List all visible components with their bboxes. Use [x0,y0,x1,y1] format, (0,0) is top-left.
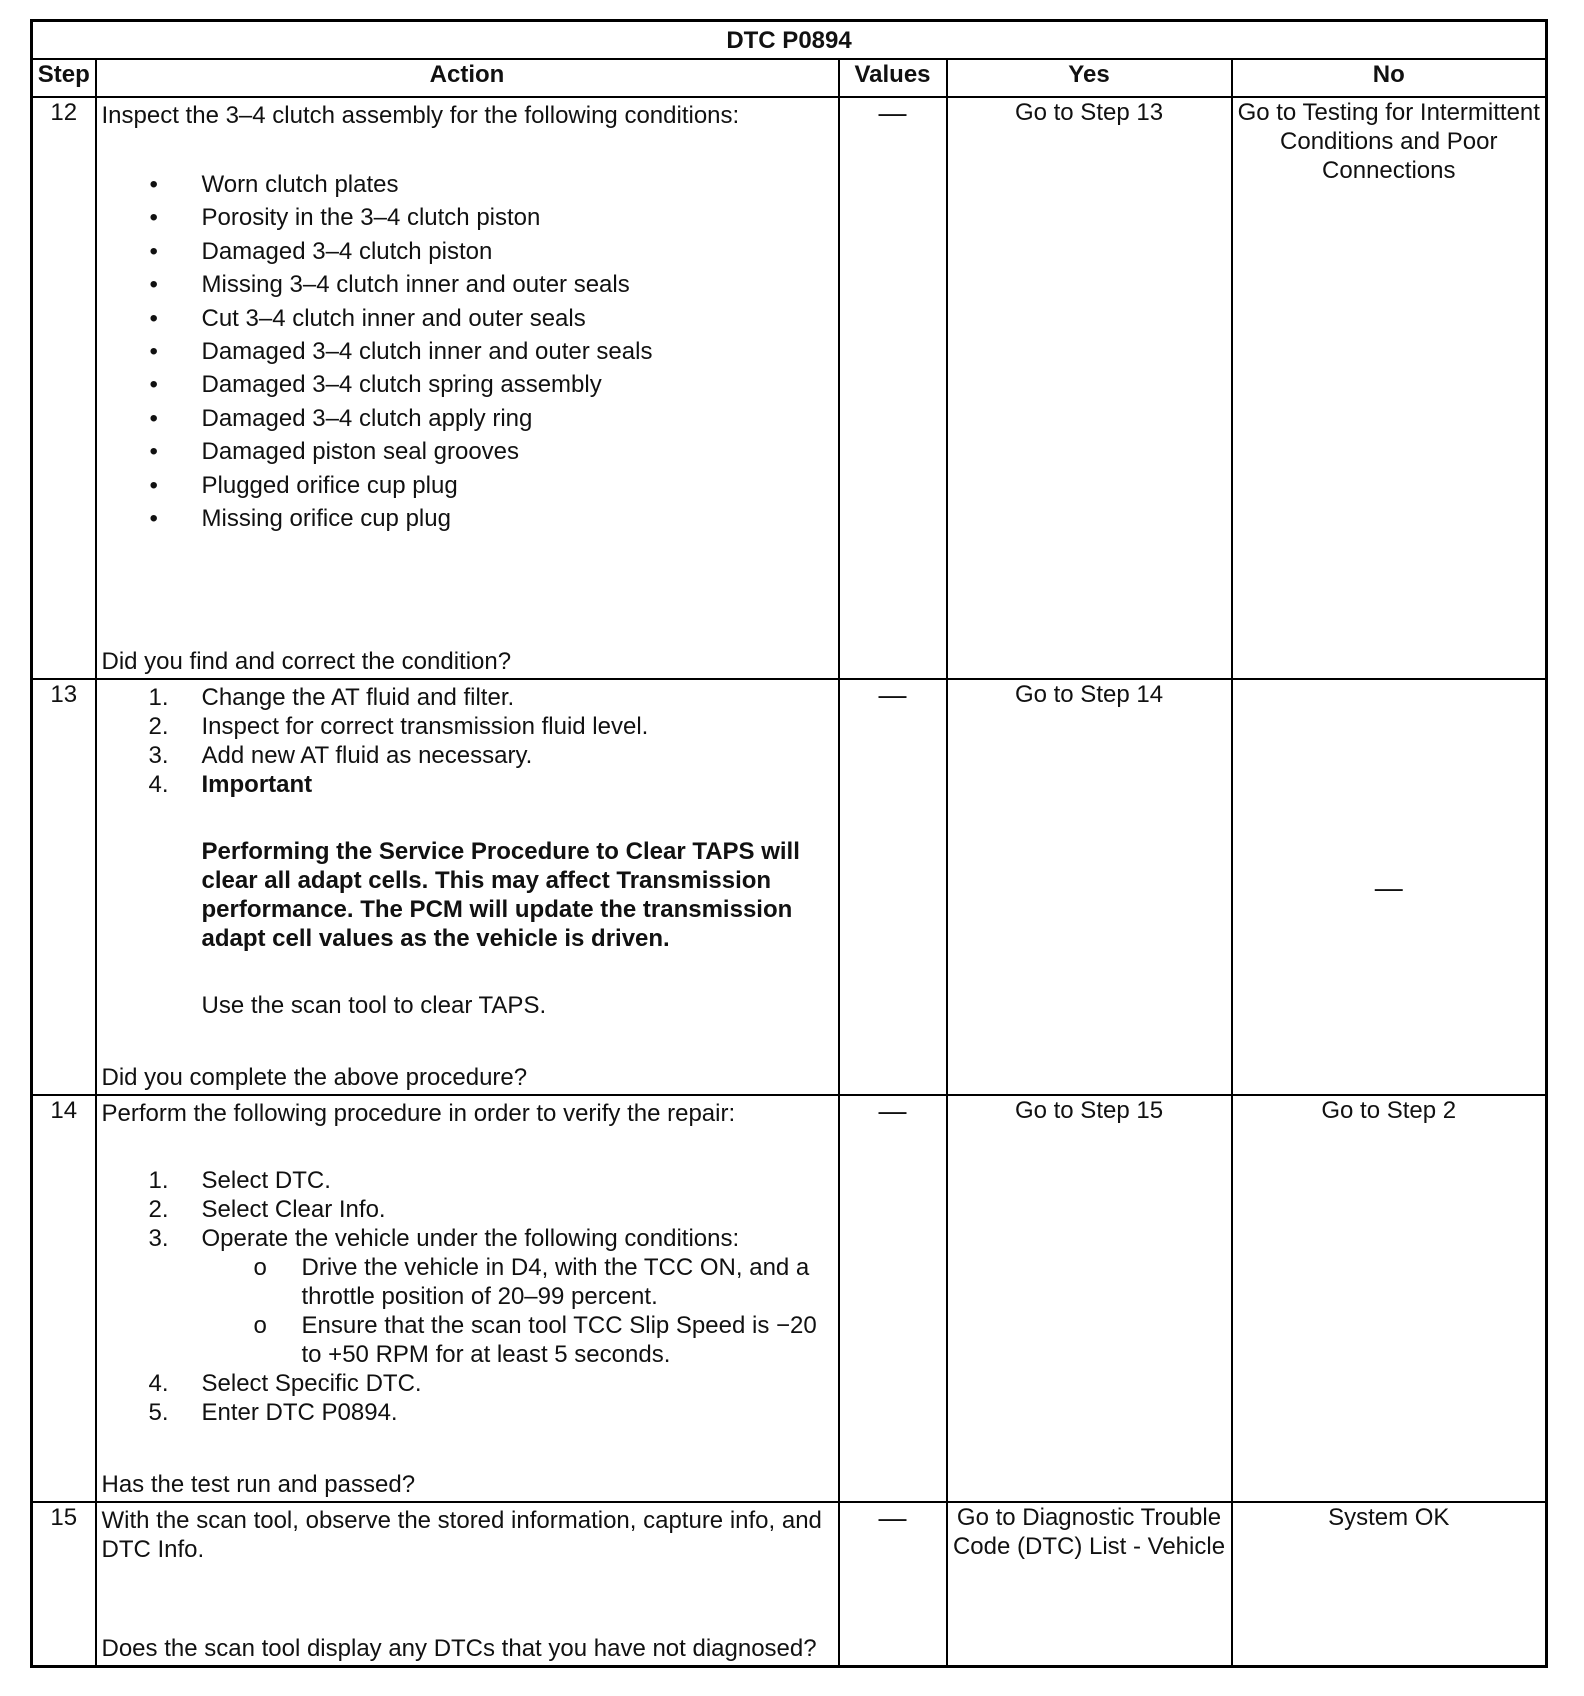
step-number: 15 [32,1502,96,1666]
bullet-icon: • [149,404,158,432]
circle-bullet-icon: o [253,1312,267,1339]
bullet-icon: • [149,171,158,198]
action-question: Did you complete the above procedure? [101,1064,528,1091]
step-number: 13 [32,679,96,1095]
list-item: • Missing 3–4 clutch inner and outer seals [102,268,833,301]
action-question: Did you find and correct the condition? [101,648,512,675]
yes-cell: Go to Step 13 [947,97,1232,679]
list-item: 2. Select Clear Info. [148,1196,386,1223]
table-row-step-12 [32,97,1547,679]
list-item: 2. Inspect for correct transmission fluid level. [148,713,649,740]
list-item: • Missing orifice cup plug [102,502,833,535]
list-item: • Damaged piston seal grooves [102,435,833,468]
action-intro: With the scan tool, observe the stored information, capture info, and DTC Info. [101,1507,822,1563]
list-item: 3. Add new AT fluid as necessary. [148,742,533,769]
action-cell [96,1502,839,1666]
bullet-icon: • [149,304,158,332]
header-action: Action [96,59,839,97]
table-row-step-14 [32,1095,1547,1502]
bullet-icon: • [149,237,158,265]
circle-bullet-icon: o [253,1254,267,1281]
action-question: Does the scan tool display any DTCs that you have not diagnosed? [101,1635,817,1662]
bullet-icon: • [149,505,158,533]
header-row [32,59,1547,97]
list-item: • Damaged 3–4 clutch piston [102,235,833,268]
yes-cell: Go to Step 14 [947,679,1232,1095]
list-item: 4. Important [148,771,313,798]
yes-cell: Go to Diagnostic Trouble Code (DTC) List - Vehicle [947,1502,1232,1666]
list-item: 1. Select DTC. [148,1167,331,1194]
procedure-list [102,1166,833,1427]
dtc-table [30,19,1548,1668]
header-values: Values [839,59,947,97]
list-item: 1. Change the AT fluid and filter. [148,684,515,711]
values-cell: — [839,679,947,1095]
list-item: o Drive the vehicle in D4, with the TCC ON, and a throttle position of 20–99 percent. [253,1254,810,1310]
no-cell: Go to Testing for Intermittent Conditions and Poor Connections [1232,97,1547,679]
important-label: Important [201,771,313,798]
list-item: 3. Operate the vehicle under the following conditions: o Drive the vehicle in D4, with the TCC ON, and a throttle position of 20–99 percent. o Ensure that the scan tool TCC Slip Speed is −20 to +50 RPM for at least 5 seconds. [102,1224,833,1369]
header-yes: Yes [947,59,1232,97]
table-row-step-13 [32,679,1547,1095]
header-no: No [1232,59,1547,97]
bullet-icon: • [149,438,158,466]
yes-cell: Go to Step 15 [947,1095,1232,1502]
bullet-icon: • [149,338,158,366]
list-item: • Damaged 3–4 clutch inner and outer seals [102,335,833,368]
important-note: Performing the Service Procedure to Clear TAPS will clear all adapt cells. This may affect Transmission performance. The PCM will update the transmission adapt cell values as the vehicle is driven. [201,838,800,952]
header-step: Step [32,59,96,97]
values-cell: — [839,1095,947,1502]
no-cell: System OK [1232,1502,1547,1666]
table-row-step-15 [32,1502,1547,1666]
action-intro: Perform the following procedure in order to verify the repair: [101,1100,736,1127]
list-item: 5. Enter DTC P0894. [148,1399,398,1426]
list-item: • Plugged orifice cup plug [102,469,833,502]
step-number: 12 [32,97,96,679]
list-item: • Damaged 3–4 clutch spring assembly [102,368,833,401]
bullet-icon: • [149,471,158,499]
no-cell: Go to Step 2 [1232,1095,1547,1502]
list-item: • Porosity in the 3–4 clutch piston [102,201,833,234]
action-intro: Inspect the 3–4 clutch assembly for the following conditions: [101,102,740,129]
sub-condition-list [102,1253,833,1369]
action-cell [96,679,839,1095]
instruction-text: Use the scan tool to clear TAPS. [201,992,547,1019]
action-question: Has the test run and passed? [101,1471,416,1498]
list-item: 4. Select Specific DTC. [148,1370,422,1397]
list-item: • Cut 3–4 clutch inner and outer seals [102,302,833,335]
values-cell: — [839,1502,947,1666]
step-number: 14 [32,1095,96,1502]
list-item: • Worn clutch plates [102,168,833,201]
procedure-list [102,680,833,799]
bullet-icon: • [149,271,158,299]
condition-list [102,168,833,535]
no-cell: — [1232,679,1547,1095]
action-cell [96,97,839,679]
list-item: o Ensure that the scan tool TCC Slip Speed is −20 to +50 RPM for at least 5 seconds. [253,1312,817,1368]
action-cell [96,1095,839,1502]
values-cell: — [839,97,947,679]
bullet-icon: • [149,204,158,232]
table-title: DTC P0894 [32,21,1547,60]
list-item: • Damaged 3–4 clutch apply ring [102,402,833,435]
bullet-icon: • [149,371,158,399]
